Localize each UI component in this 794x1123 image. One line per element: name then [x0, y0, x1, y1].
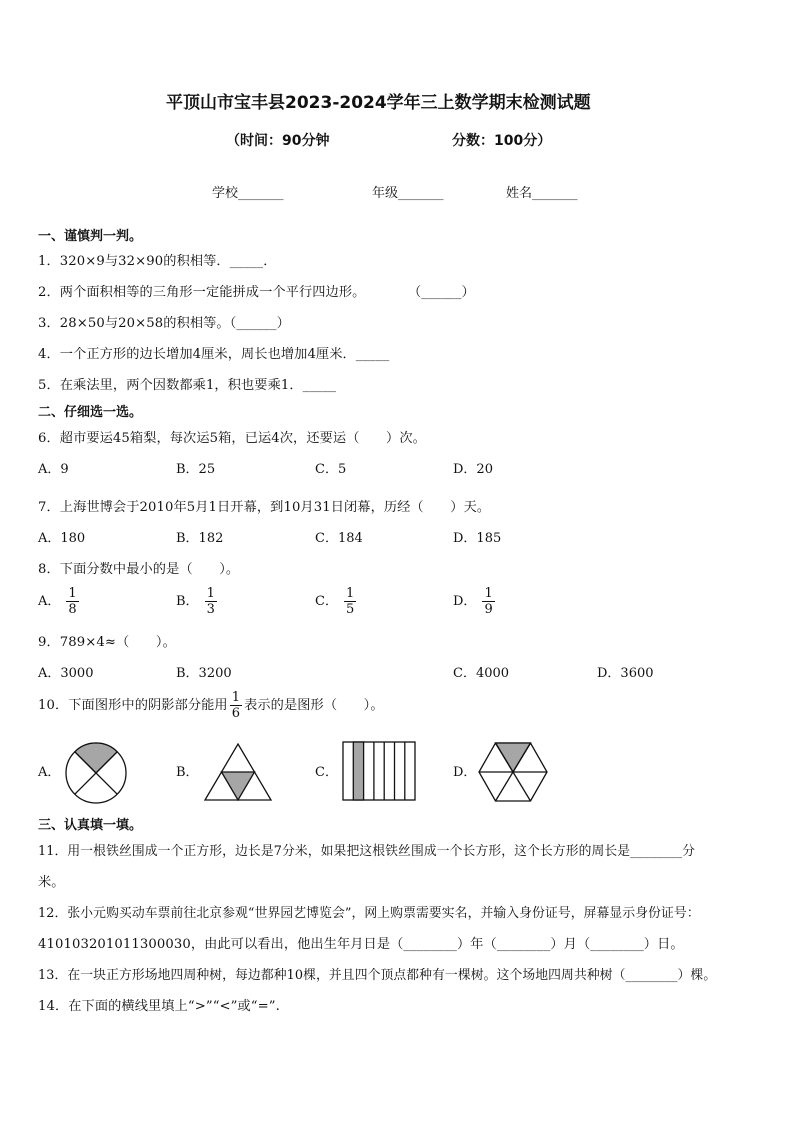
q9-option-c[interactable]: C．4000	[453, 666, 510, 681]
q10-option-c[interactable]: C．	[315, 765, 338, 780]
fraction: $\frac{1}{5}$	[345, 586, 355, 617]
q8-option-d[interactable]	[453, 586, 495, 617]
triangle-figure	[204, 743, 272, 801]
circle-quarter-figure	[64, 741, 128, 805]
question-2-blank[interactable]: （______）	[408, 285, 475, 300]
q9-option-a[interactable]: A．3000	[38, 666, 94, 681]
question-4: 4．一个正方形的边长增加4厘米，周长也增加4厘米．_____	[38, 347, 390, 362]
q6-option-c[interactable]: C．5	[315, 462, 347, 477]
q8-option-b[interactable]	[176, 586, 217, 617]
q9-option-b[interactable]: B．3200	[176, 666, 232, 681]
q8-option-c[interactable]	[315, 586, 356, 617]
q10-option-d[interactable]: D．	[453, 765, 477, 780]
question-13: 13．在一块正方形场地四周种树，每边都种10棵，并且四个顶点都种有一棵树。这个场地四周共种树（________）棵。	[38, 968, 717, 983]
option-label: D．	[453, 594, 477, 609]
hexagon-figure	[478, 742, 548, 802]
exam-time: （时间：90分钟	[226, 133, 330, 149]
question-11-line2: 米。	[38, 875, 65, 890]
question-1: 1．320×9与32×90的积相等．_____．	[38, 254, 277, 269]
question-11-line1: 11．用一根铁丝围成一个正方形，边长是7分米，如果把这根铁丝围成一个长方形，这个长方形的周长是________分	[38, 844, 696, 859]
question-10: 10．下面图形中的阴影部分能用 $\frac{1}{6}$ 表示的是图形（ ）。	[38, 690, 384, 721]
question-7: 7．上海世博会于2010年5月1日开幕，到10月31日闭幕，历经（ ）天。	[38, 500, 491, 515]
q7-option-a[interactable]: A．180	[38, 531, 86, 546]
option-label: B．	[176, 594, 199, 609]
question-3: 3．28×50与20×58的积相等。（______）	[38, 316, 290, 331]
q6-option-b[interactable]: B．25	[176, 462, 216, 477]
fraction: $\frac{1}{6}$	[231, 690, 241, 721]
name-field[interactable]: 姓名_______	[506, 186, 578, 201]
q7-option-d[interactable]: D．185	[453, 531, 502, 546]
fraction: $\frac{1}{9}$	[484, 586, 493, 617]
question-12-line2: 410103201011300030，由此可以看出，他出生年月日是（________）年（________）月（________）日。	[38, 937, 684, 952]
question-8: 8．下面分数中最小的是（ ）。	[38, 562, 240, 577]
section-heading-fill: 三、认真填一填。	[38, 818, 143, 833]
exam-score: 分数：100分）	[452, 133, 552, 149]
option-label: C．	[315, 594, 338, 609]
question-14: 14．在下面的横线里填上“>”“<”或“=”.	[38, 999, 280, 1014]
question-12-line1: 12．张小元购买动车票前往北京参观“世界园艺博览会”，网上购票需要实名，并输入身份证号，屏幕显示身份证号：	[38, 906, 700, 921]
option-label: A．	[38, 594, 61, 609]
q7-option-c[interactable]: C．184	[315, 531, 363, 546]
strips-rectangle-figure	[342, 741, 416, 801]
fraction: $\frac{1}{8}$	[68, 586, 77, 617]
question-6: 6．超市要运45箱梨，每次运5箱，已运4次，还要运（ ）次。	[38, 431, 426, 446]
q6-option-d[interactable]: D．20	[453, 462, 493, 477]
question-5: 5．在乘法里，两个因数都乘1，积也要乘1．_____	[38, 378, 337, 393]
q10-option-b[interactable]: B．	[176, 765, 199, 780]
q9-option-d[interactable]: D．3600	[597, 666, 654, 681]
q7-option-b[interactable]: B．182	[176, 531, 224, 546]
grade-field[interactable]: 年级_______	[372, 186, 444, 201]
section-heading-judge: 一、谨慎判一判。	[38, 229, 143, 244]
q6-option-a[interactable]: A．9	[38, 462, 69, 477]
q8-option-a[interactable]	[38, 586, 79, 617]
question-9: 9．789×4≈（ ）。	[38, 635, 176, 650]
question-2: 2．两个面积相等的三角形一定能拼成一个平行四边形。	[38, 285, 366, 300]
q10-option-a[interactable]: A．	[38, 765, 61, 780]
page-title: 平顶山市宝丰县2023-2024学年三上数学期末检测试题	[166, 93, 591, 113]
fraction: $\frac{1}{3}$	[206, 586, 215, 617]
school-field[interactable]: 学校_______	[212, 186, 284, 201]
section-heading-choose: 二、仔细选一选。	[38, 405, 143, 420]
